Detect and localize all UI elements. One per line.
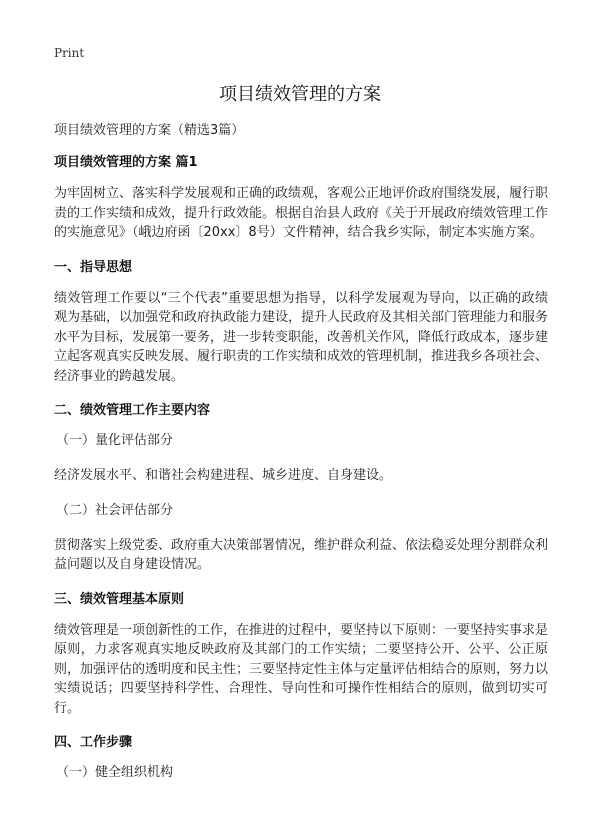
section-heading-main-content: 二、绩效管理工作主要内容	[54, 403, 211, 418]
subheading-quantitative-assessment: （一）量化评估部分	[56, 433, 174, 448]
document-body	[54, 122, 548, 798]
guiding-ideology-paragraph: 绩效管理工作要以“三个代表”重要思想为指导，以科学发展观为导向，以正确的政绩观为基础，以加强党和政府执政能力建设，提升人民政府及其相关部门管理能力和服务水平为目标，发展第一要务，进一步转变职能，改善机关作风，降低行政成本，逐步建立起客观真实反映发展、履行职责的工作实绩和成效的管理机制，推进我乡各项社会、经济事业的跨越发展。	[54, 290, 549, 384]
section-heading-basic-principles: 三、绩效管理基本原则	[54, 591, 185, 607]
quantitative-assessment-paragraph: 经济发展水平、和谐社会构建进程、城乡进度、自身建设。	[54, 468, 393, 483]
document-subtitle: 项目绩效管理的方案（精选3篇）	[54, 123, 245, 138]
social-assessment-paragraph: 贯彻落实上级党委、政府重大决策部署情况，维护群众利益、依法稳妥处理分割群众利益问题以及自身建设情况。	[54, 537, 549, 572]
subheading-social-assessment: （二）社会评估部分	[56, 502, 174, 518]
print-label[interactable]: Print	[54, 46, 85, 60]
section-heading-work-steps: 四、工作步骤	[54, 735, 133, 750]
article-heading: 项目绩效管理的方案 篇1	[54, 155, 198, 170]
intro-paragraph: 为牢固树立、落实科学发展观和正确的政绩观，客观公正地评价政府围绕发展，履行职责的工作实绩和成效，提升行政效能。根据自治县人政府《关于开展政府绩效管理工作的实施意见》（峨边府函〔20xx〕8号）文件精神，结合我乡实际，制定本实施方案。	[54, 186, 549, 240]
section-heading-guiding-ideology: 一、指导思想	[54, 259, 133, 275]
subheading-organization: （一）健全组织机构	[56, 765, 174, 780]
page-title: 项目绩效管理的方案	[219, 84, 381, 105]
basic-principles-paragraph: 绩效管理是一项创新性的工作，在推进的过程中，要坚持以下原则：一要坚持实事求是原则，力求客观真实地反映政府及其部门的工作实绩；二要坚持公开、公平、公正原则，加强评估的透明度和民主性；三要坚持定性主体与定量评估相结合的原则，努力以实绩说话；四要坚持科学性、合理性、导向性和可操作性相结合的原则，做到切实可行。	[54, 622, 549, 716]
